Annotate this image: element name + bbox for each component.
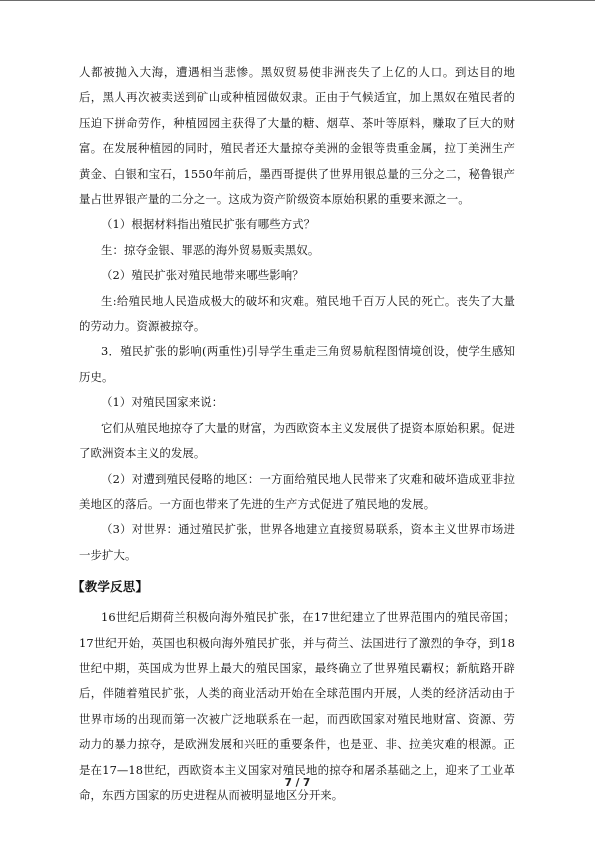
page-number: 7 / 7 xyxy=(284,777,311,789)
impact-colonized-regions: （2）对遭到殖民侵略的地区：一方面给殖民地人民带来了灾难和破坏造成亚非拉美地区的落后。一方面也带来了先进的生产方式促进了殖民地的发展。 xyxy=(79,471,515,511)
body-paragraph-materials: 人都被抛入大海，遭遇相当悲惨。黑奴贸易使非洲丧失了上亿的人口。到达目的地后，黑人再次被卖送到矿山或种植园做奴隶。正由于气候适宜，加上黑奴在殖民者的压迫下拼命劳作，种植园园主获得了大量的糖、烟草、茶叶等原料，赚取了巨大的财富。在发展种植园的同时，殖民者还大量掠夺美洲的金银等贵重金属，拉丁美洲生产黄金、白银和宝石，1550年前后，墨西哥提供了世界用银总量的三分之二，秘鲁银产量占世界银产量的二分之一。这成为资产阶级资本原始积累的重要来源之一。 xyxy=(79,65,515,207)
answer-1: 生：掠夺金银、罪恶的海外贸易贩卖黑奴。 xyxy=(101,242,320,257)
impact-world: （3）对世界：通过殖民扩张，世界各地建立直接贸易联系，资本主义世界市场进一步扩大。 xyxy=(79,522,515,562)
question-1: （1）根据材料指出殖民扩张有哪些方式？ xyxy=(101,217,316,232)
answer-2: 生:给殖民地人民造成极大的破坏和灾难。殖民地千百万人民的死亡。丧失了大量的劳动力。资源被掠夺。 xyxy=(79,293,515,334)
reflection-heading: 【教学反思】 xyxy=(72,579,149,595)
document-body xyxy=(72,60,515,808)
impact-colonial-countries-heading: （1）对殖民国家来说： xyxy=(101,395,224,410)
section-3-impact: 3．殖民扩张的影响(两重性)引导学生重走三角贸易航程图情境创设，使学生感知历史。 xyxy=(79,344,515,384)
header-rule xyxy=(0,0,595,1)
question-2: （2）殖民扩张对殖民地带来哪些影响？ xyxy=(101,268,304,283)
impact-colonial-countries-text: 它们从殖民地掠夺了大量的财富，为西欧资本主义发展供了提资本原始积累。促进了欧洲资本主义的发展。 xyxy=(79,420,515,461)
reflection-paragraph: 16世纪后期荷兰积极向海外殖民扩张，在17世纪建立了世界范围内的殖民帝国；17世纪开始，英国也积极向海外殖民扩张，并与荷兰、法国进行了激烈的争夺，到18世纪中期，英国成为世界上最大的殖民国家，最终确立了世界殖民霸权；新航路开辟后，伴随着殖民扩张，人类的商业活动开始在全球范围内开展，人类的经济活动由于世界市场的出现而第一次被广泛地联系在一起，而西欧国家对殖民地财富、资源、劳动力的暴力掠夺，是欧洲发展和兴旺的重要条件，也是亚、非、拉美灾难的根源。正是在17—18世纪，西欧资本主义国家对殖民地的掠夺和屠杀基础之上，迎来了工业革命，东西方国家的历史进程从而被明显地区分开来。 xyxy=(79,610,515,802)
